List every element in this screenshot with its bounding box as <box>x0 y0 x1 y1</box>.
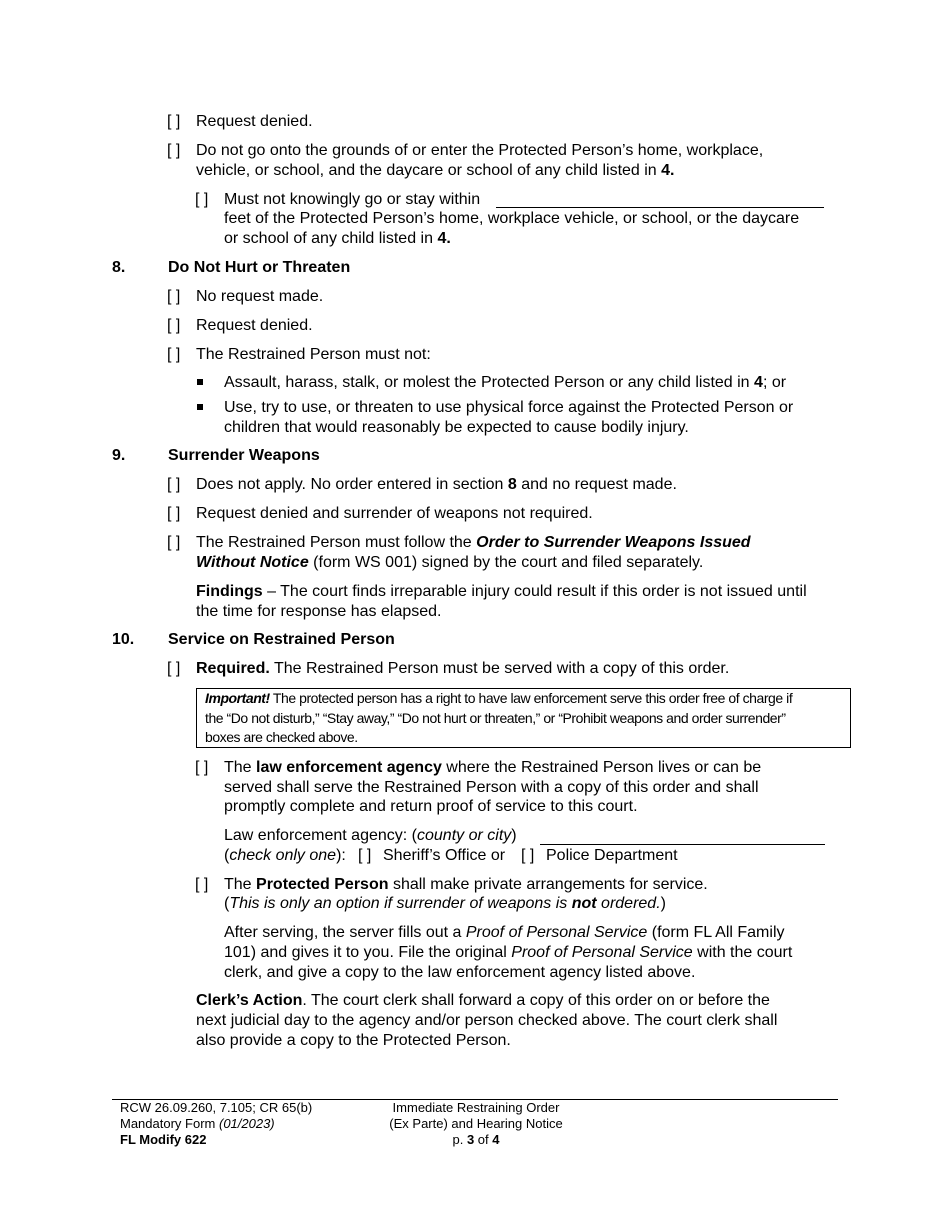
checkbox[interactable]: [ ] <box>167 346 181 363</box>
important-notice-box <box>196 688 851 748</box>
check-only-line: (check only one): <box>224 847 346 864</box>
do-not-go-line1: Do not go onto the grounds of or enter the Protected Person’s home, workplace, <box>196 142 764 159</box>
sheriff-text: Sheriff’s Office or <box>383 847 506 864</box>
checkbox[interactable]: [ ] <box>167 113 181 130</box>
findings-line2: the time for response has elapsed. <box>196 603 442 620</box>
request-denied-text: Request denied. <box>196 113 313 130</box>
protected-person-note: (This is only an option if surrender of weapons is not ordered.) <box>224 895 666 912</box>
does-not-apply-text: Does not apply. No order entered in section 8 and no request made. <box>196 476 677 493</box>
important-line1: Important! The protected person has a right to have law enforcement serve this order free of charge if <box>205 690 793 706</box>
within-line3: or school of any child listed in 4. <box>224 230 451 247</box>
agency-label: Law enforcement agency: (county or city) <box>224 827 517 844</box>
required-text: Required. The Restrained Person must be served with a copy of this order. <box>196 660 730 677</box>
must-not-text: The Restrained Person must not: <box>196 346 431 363</box>
section-8-title: Do Not Hurt or Threaten <box>168 259 351 276</box>
footer-page-number: p. 3 of 4 <box>452 1132 500 1147</box>
clerk-action-line3: also provide a copy to the Protected Person. <box>196 1032 511 1049</box>
footer-rcw: RCW 26.09.260, 7.105; CR 65(b) <box>120 1100 313 1115</box>
checkbox[interactable]: [ ] <box>195 191 209 208</box>
police-text: Police Department <box>546 847 678 864</box>
police-checkbox[interactable]: [ ] <box>521 847 535 864</box>
checkbox[interactable]: [ ] <box>167 476 181 493</box>
after-serving-line2: 101) and gives it to you. File the original Proof of Personal Service with the court <box>224 944 793 961</box>
bullet2-line2: children that would reasonably be expected to cause bodily injury. <box>224 419 689 436</box>
le-line1: The law enforcement agency where the Restrained Person lives or can be <box>224 759 762 776</box>
checkbox[interactable]: [ ] <box>167 317 181 334</box>
findings-line1: Findings – The court finds irreparable injury could result if this order is not issued until <box>196 583 807 600</box>
weapons-denied-text: Request denied and surrender of weapons not required. <box>196 505 593 522</box>
footer-form-id: FL Modify 622 <box>120 1132 207 1147</box>
no-request-text: No request made. <box>196 288 324 305</box>
bullet1-text: Assault, harass, stalk, or molest the Protected Person or any child listed in 4; or <box>224 374 787 391</box>
agency-blank-line[interactable] <box>540 844 825 845</box>
checkbox[interactable]: [ ] <box>167 288 181 305</box>
protected-person-line1: The Protected Person shall make private arrangements for service. <box>224 876 708 893</box>
footer-mandatory-form: Mandatory Form (01/2023) <box>120 1116 275 1131</box>
checkbox[interactable]: [ ] <box>167 142 181 159</box>
section-8-number: 8. <box>112 259 126 276</box>
section-10-title: Service on Restrained Person <box>168 631 395 648</box>
footer-title-line1: Immediate Restraining Order <box>392 1100 560 1115</box>
checkbox[interactable]: [ ] <box>167 660 181 677</box>
checkbox[interactable]: [ ] <box>167 505 181 522</box>
important-line2: the “Do not disturb,” “Stay away,” “Do not hurt or threaten,” or “Prohibit weapons and order surrender” <box>205 709 786 726</box>
le-line3: promptly complete and return proof of service to this court. <box>224 798 638 815</box>
section-9-title: Surrender Weapons <box>168 447 320 464</box>
within-line1: Must not knowingly go or stay within <box>224 191 481 208</box>
sheriff-checkbox[interactable]: [ ] <box>358 847 372 864</box>
bullet-icon <box>197 379 203 385</box>
follow-order-line2: Without Notice (form WS 001) signed by the court and filed separately. <box>196 554 704 571</box>
within-line2: feet of the Protected Person’s home, workplace vehicle, or school, or the daycare <box>224 210 800 227</box>
checkbox[interactable]: [ ] <box>167 534 181 551</box>
after-serving-line3: clerk, and give a copy to the law enforcement agency listed above. <box>224 964 696 981</box>
request-denied-text: Request denied. <box>196 317 313 334</box>
le-line2: served shall serve the Restrained Person with a copy of this order and shall <box>224 779 759 796</box>
bullet2-line1: Use, try to use, or threaten to use physical force against the Protected Person or <box>224 399 794 416</box>
important-line3: boxes are checked above. <box>205 729 358 745</box>
checkbox[interactable]: [ ] <box>195 759 209 776</box>
feet-blank-line[interactable] <box>496 207 824 208</box>
after-serving-line1: After serving, the server fills out a Proof of Personal Service (form FL All Family <box>224 924 785 941</box>
follow-order-line1: The Restrained Person must follow the Order to Surrender Weapons Issued <box>196 534 751 551</box>
footer-title-line2: (Ex Parte) and Hearing Notice <box>389 1116 563 1131</box>
clerk-action-line2: next judicial day to the agency and/or person checked above. The court clerk shall <box>196 1012 778 1029</box>
section-10-number: 10. <box>112 631 135 648</box>
bullet-icon <box>197 404 203 410</box>
checkbox[interactable]: [ ] <box>195 876 209 893</box>
section-9-number: 9. <box>112 447 126 464</box>
clerk-action-line1: Clerk’s Action. The court clerk shall forward a copy of this order on or before the <box>196 992 770 1009</box>
do-not-go-line2: vehicle, or school, and the daycare or school of any child listed in 4. <box>196 162 675 179</box>
